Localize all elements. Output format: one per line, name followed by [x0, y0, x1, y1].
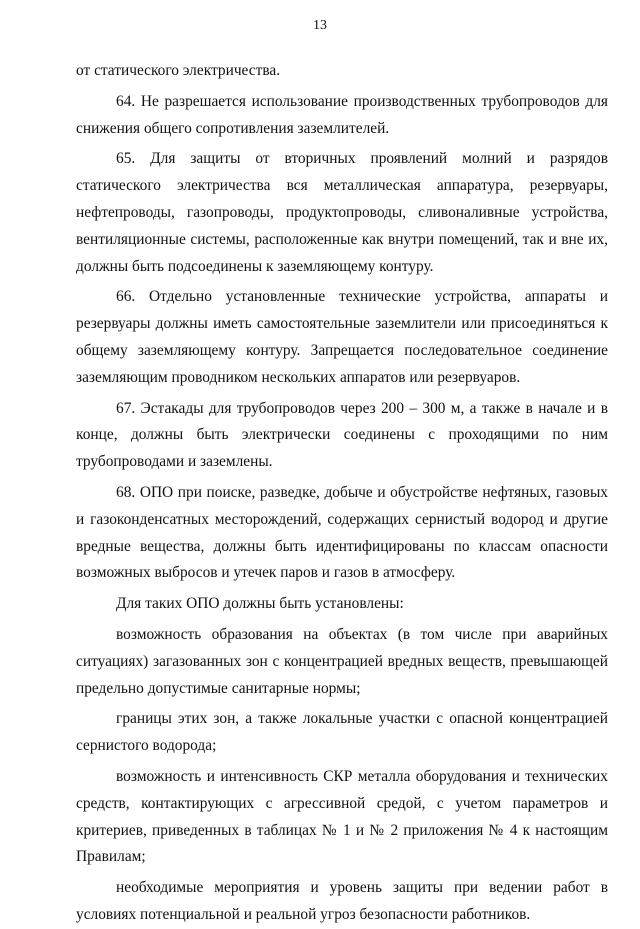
paragraph-continuation: от статического электричества. — [76, 62, 281, 79]
list-item-corrosion-cracking: возможность и интенсивность СКР металла оборудования и технических средств, контактирующих с агрессивной средой, с учетом параметров и критериев, приведенных в таблицах № 1 и № 2 приложения № 4 к настоящим Правилам; — [76, 767, 608, 866]
paragraph-66: 66. Отдельно установленные технические устройства, аппараты и резервуары должны иметь самостоятельные заземлители или присоединяться к общему заземляющему контуру. Запрещается последовательное соединение заземляющим проводником нескольких аппаратов или резервуаров. — [76, 288, 608, 386]
list-item-protection-measures: необходимые мероприятия и уровень защиты при ведении работ в условиях потенциальной и реальной угроз безопасности работников. — [76, 879, 608, 923]
paragraph-65: 65. Для защиты от вторичных проявлений молний и разрядов статического электричества вся металлическая аппаратура, резервуары, нефтепроводы, газопроводы, продуктопроводы, сливоналивные устройства, вентиляционные системы, расположенные как внутри помещений, так и вне их, должны быть подсоединены к заземляющему контуру. — [76, 150, 608, 275]
paragraph-requirements-intro: Для таких ОПО должны быть установлены: — [116, 595, 404, 613]
document-body — [76, 58, 608, 929]
list-item-gas-zones: возможность образования на объектах (в том числе при аварийных ситуациях) загазованных зон с концентрацией вредных веществ, превышающей предельно допустимые санитарные нормы; — [76, 625, 608, 697]
paragraph-68: 68. ОПО при поиске, разведке, добыче и обустройстве нефтяных, газовых и газоконденсатных месторождений, содержащих сернистый водород и другие вредные вещества, должны быть идентифицированы по классам опасности возможных выбросов и утечек паров и газов в атмосферу. — [76, 483, 608, 582]
list-item-zone-boundaries: границы этих зон, а также локальные участки с опасной концентрацией сернистого водорода; — [76, 710, 608, 755]
paragraph-64: 64. Не разрешается использование производственных трубопроводов для снижения общего сопротивления заземлителей. — [76, 92, 608, 137]
paragraph-67: 67. Эстакады для трубопроводов через 200 – 300 м, а также в начале и в конце, должны быть электрически соединены с проходящими по ним трубопроводами и заземлены. — [76, 399, 608, 471]
page-number: 13 — [313, 18, 327, 33]
